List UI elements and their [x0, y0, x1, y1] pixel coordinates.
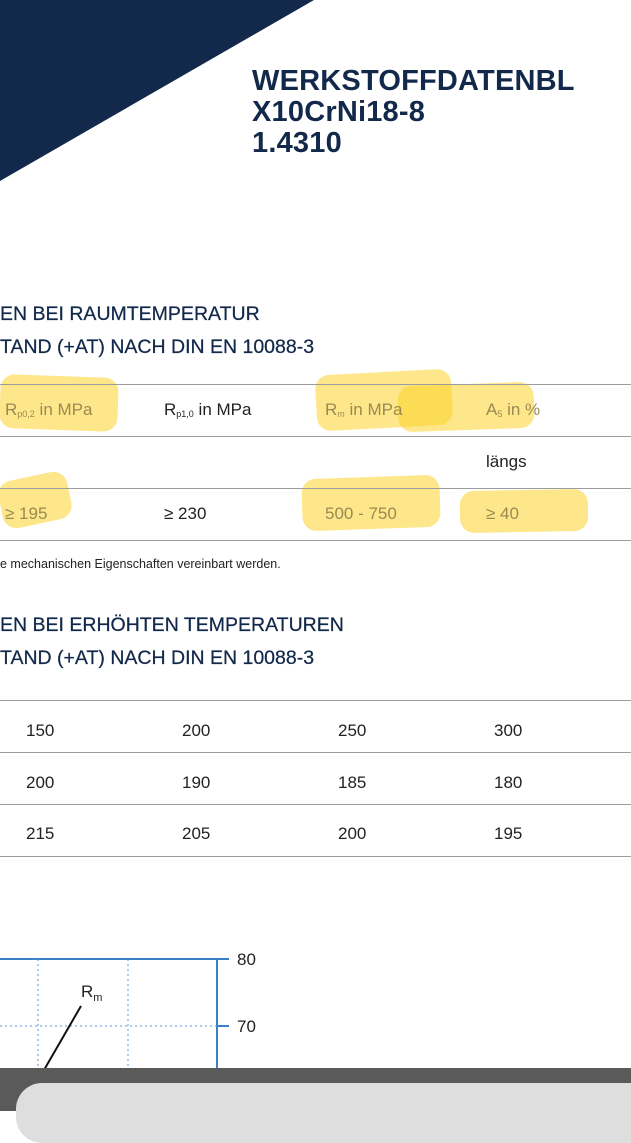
bottom-sheet-handle[interactable]: [16, 1083, 631, 1143]
document-title-line-3: 1.4310: [252, 127, 342, 159]
table-2-row-2-col-4: 180: [494, 773, 523, 792]
highlight-mark-a5-value: [460, 489, 589, 533]
strength-chart: [0, 940, 631, 1080]
table-2-row-2-col-2: 190: [182, 773, 211, 792]
table-1-top-rule: [0, 384, 631, 385]
table-2-row-2-col-3: 185: [338, 773, 367, 792]
table-2-row-3-col-3: 200: [338, 824, 367, 843]
chart-tick-label-70: 70: [237, 1017, 256, 1036]
table-2-row-2-col-1: 200: [26, 773, 55, 792]
table-2-rule-2: [0, 752, 631, 753]
table-1-header-rp02: $R_{p0,2}$ in MPa: [5, 400, 93, 419]
document-title-line-1: WERKSTOFFDATENBL: [252, 65, 575, 97]
table-1-header-rm: $R_m$ in MPa: [325, 400, 403, 419]
table-1-value-a5: ≥ 40: [486, 504, 519, 523]
table-1-bottom-rule: [0, 540, 631, 541]
table-2-top-rule: [0, 700, 631, 701]
table-2-row-1-col-3: 250: [338, 721, 367, 740]
table-2-rule-3: [0, 804, 631, 805]
document-title-line-2: X10CrNi18-8: [252, 96, 426, 128]
table-1-direction-label: längs: [486, 452, 527, 471]
table-2-row-3-col-2: 205: [182, 824, 211, 843]
document-title: [252, 66, 575, 159]
table-2-row-3-col-1: 215: [26, 824, 55, 843]
table-2-row-1-col-2: 200: [182, 721, 211, 740]
chart-curve-label: $R_m$: [81, 982, 103, 1004]
table-2-bottom-rule: [0, 856, 631, 857]
table-1-value-rm: 500 - 750: [325, 504, 397, 523]
table-1-rule-3: [0, 488, 631, 489]
table-1-footnote: e mechanischen Eigenschaften vereinbart werden.: [0, 557, 281, 571]
chart-rm-curve: [44, 1006, 81, 1070]
section-1-heading-line-2: TAND (+AT) NACH DIN EN 10088-3: [0, 336, 315, 358]
table-1-header-rp10: $R_{p1,0}$ in MPa: [164, 400, 252, 419]
table-1-rule-2: [0, 436, 631, 437]
table-2-row-1-col-1: 150: [26, 721, 55, 740]
section-1-heading-line-1: EN BEI RAUMTEMPERATUR: [0, 303, 260, 325]
table-1-value-rp10: ≥ 230: [164, 504, 207, 523]
section-2-heading-line-2: TAND (+AT) NACH DIN EN 10088-3: [0, 647, 315, 669]
table-2-row-1-col-4: 300: [494, 721, 523, 740]
chart-tick-label-80: 80: [237, 950, 256, 969]
section-2-heading-line-1: EN BEI ERHÖHTEN TEMPERATUREN: [0, 614, 344, 636]
table-2-row-3-col-4: 195: [494, 824, 523, 843]
table-1-header-a5: $A_5$ in %: [486, 400, 541, 419]
table-1-value-rp02: ≥ 195: [5, 504, 48, 523]
